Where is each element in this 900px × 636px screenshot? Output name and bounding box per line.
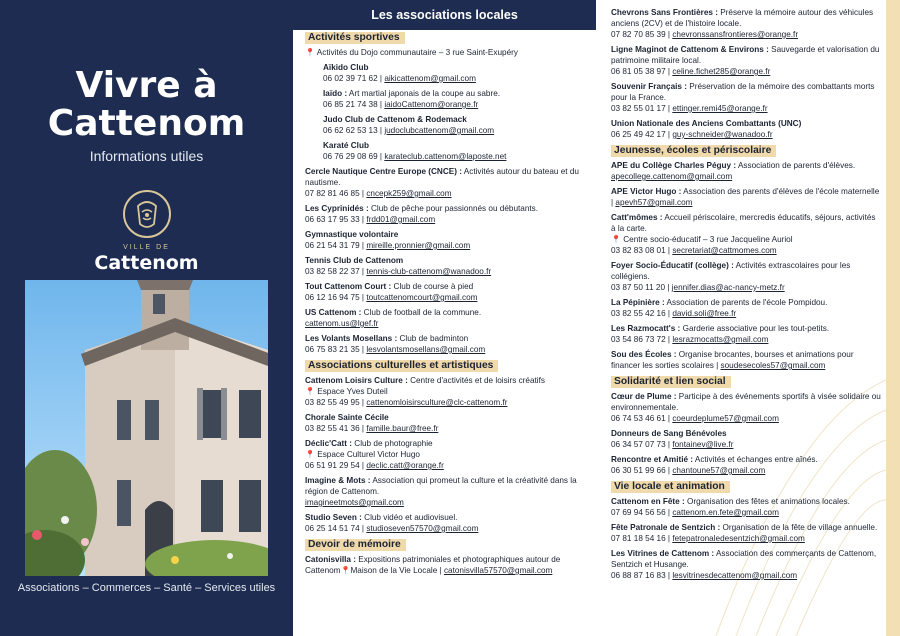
section-title-solidarite: Solidarité et lien social — [611, 376, 731, 388]
cover-footer: Associations – Commerces – Santé – Services utiles — [17, 582, 276, 594]
email-link[interactable]: mireille.pronnier@gmail.com — [366, 241, 471, 250]
section-title-sport: Activités sportives — [305, 32, 405, 44]
assoc-souvenir: Souvenir Français : Préservation de la mémoire des combattants morts pour la France. 03 82 55 01 17 | ettinger.remi45@orange.fr — [611, 82, 875, 113]
email-link[interactable]: tennis-club-cattenom@wanadoo.fr — [366, 267, 492, 276]
email-link[interactable]: fetepatronaledesentzich@gmail.com — [672, 534, 805, 543]
town-hall-photo — [25, 280, 268, 576]
section-title-memoire: Devoir de mémoire — [305, 539, 406, 551]
dojo-location: 📍 Activités du Dojo communautaire – 3 rue Saint-Exupéry — [305, 48, 518, 57]
assoc-plume: Cœur de Plume : Participe à des événements sportifs à visée solidaire ou environnementale. 06 74 53 46 61 | coeurdeplume57@gmail.com — [611, 392, 881, 423]
assoc-cyprinides: Les Cyprinidés : Club de pêche pour passionnés ou débutants. 06 63 17 95 33 | frdd01@gmail.com — [305, 204, 539, 224]
email-link[interactable]: toutcattenomcourt@gmail.com — [366, 293, 478, 302]
email-link[interactable]: chantoune57@gmail.com — [672, 466, 766, 475]
email-link[interactable]: coeurdeplume57@gmail.com — [672, 414, 779, 423]
decorative-strip — [886, 0, 900, 636]
map-pin-icon: 📍 — [305, 48, 315, 57]
assoc-catonisvilla: Catonisvilla : Expositions patrimoniales et photographiques autour de Cattenom📍Maison de la Vie Locale | catonisvilla57570@gmail.com — [305, 555, 561, 575]
email-link[interactable]: cattenomloisirsculture@clc-cattenom.fr — [366, 398, 508, 407]
assoc-foyer: Foyer Socio-Éducatif (collège) : Activités extrascolaires pour les collégiens. 03 87 50 11 20 | jennifer.dias@ac-nancy-metz.fr — [611, 261, 851, 292]
email-link[interactable]: imagineetmots@gmail.com — [305, 498, 404, 507]
email-link[interactable]: lesvitrinesdecattenom@gmail.com — [672, 571, 798, 580]
email-link[interactable]: frdd01@gmail.com — [366, 215, 436, 224]
assoc-tcc: Tout Cattenom Court : Club de course à pied 06 12 16 94 75 | toutcattenomcourt@gmail.com — [305, 282, 478, 302]
email-link[interactable]: lesrazmocatts@gmail.com — [672, 335, 769, 344]
column-header: Les associations locales — [293, 0, 596, 30]
email-link[interactable]: cattenom.us@lgef.fr — [305, 319, 379, 328]
email-link[interactable]: guy-schneider@wanadoo.fr — [672, 130, 773, 139]
assoc-unc: Union Nationale des Anciens Combattants (UNC) 06 25 49 42 17 | guy-schneider@wanadoo.fr — [611, 119, 802, 139]
assoc-chorale: Chorale Sainte Cécile 03 82 55 41 36 | famille.baur@free.fr — [305, 413, 439, 433]
section-title-jeunesse: Jeunesse, écoles et périscolaire — [611, 145, 776, 157]
email-link[interactable]: cncepk259@gmail.com — [366, 189, 452, 198]
title-line-1: Vivre à — [75, 65, 218, 106]
email-link[interactable]: soudesecoles57@gmail.com — [720, 361, 826, 370]
cover-panel — [0, 0, 293, 636]
email-link[interactable]: ettinger.remi45@orange.fr — [672, 104, 768, 113]
section-title-culture: Associations culturelles et artistiques — [305, 360, 498, 372]
email-link[interactable]: aikicattenom@gmail.com — [384, 74, 476, 83]
email-link[interactable]: iaidoCattenom@orange.fr — [384, 100, 479, 109]
email-link[interactable]: studioseven57570@gmail.com — [366, 524, 479, 533]
assoc-gym: Gymnastique volontaire 06 21 54 31 79 | mireille.pronnier@gmail.com — [305, 230, 471, 250]
email-link[interactable]: famille.baur@free.fr — [366, 424, 439, 433]
assoc-vitrines: Les Vitrines de Cattenom : Association des commerçants de Cattenom, Sentzich et Husange. 06 88 87 16 83 | lesvitrinesdecattenom@gmail.com — [611, 549, 877, 580]
assoc-volants: Les Volants Mosellans : Club de badminton 06 75 83 21 35 | lesvolantsmosellans@gmail.com — [305, 334, 486, 354]
email-link[interactable]: declic.catt@orange.fr — [366, 461, 444, 470]
associations-column-2 — [596, 0, 886, 636]
title-line-2: Cattenom — [47, 103, 246, 144]
assoc-maginot: Ligne Maginot de Cattenom & Environs : Sauvegarde et valorisation du patrimoine militaire local. 06 81 05 38 97 | celine.fichet285@orange.fr — [611, 45, 880, 76]
associations-column-1 — [293, 0, 596, 636]
assoc-fete: Cattenom en Fête : Organisation des fêtes et animations locales. 07 69 94 56 56 | cattenom.en.fete@gmail.com — [611, 497, 850, 517]
assoc-declic: Déclic'Catt : Club de photographie 📍 Espace Culturel Victor Hugo 06 51 91 29 54 | declic.catt@orange.fr — [305, 439, 444, 470]
email-link[interactable]: judoclubcattenom@gmail.com — [384, 126, 495, 135]
email-link[interactable]: celine.fichet285@orange.fr — [672, 67, 771, 76]
email-link[interactable]: catonisvilla57570@gmail.com — [443, 566, 553, 575]
assoc-karate: Karaté Club 06 76 29 08 69 | karateclub.cattenom@laposte.net — [323, 141, 507, 161]
assoc-razmocatts: Les Razmocatt's : Garderie associative pour les tout-petits. 03 54 86 73 72 | lesrazmocatts@gmail.com — [611, 324, 830, 344]
assoc-cattmomes: Catt'mômes : Accueil périscolaire, mercredis éducatifs, séjours, activités à la carte. 📍 Centre socio-éducatif – 3 rue Jacqueline Auriol 03 82 83 08 01 | secretariat@cattmomes.com — [611, 213, 876, 255]
map-pin-icon: 📍 — [305, 387, 315, 396]
assoc-aikido: Aïkido Club 06 02 39 71 62 | aikicattenom@gmail.com — [323, 63, 476, 83]
assoc-imagine: Imagine & Mots : Association qui promeut la culture et la créativité dans la région de Cattenom. imagineetmots@gmail.com — [305, 476, 577, 507]
email-link[interactable]: apecollege.cattenom@gmail.com — [611, 172, 733, 181]
assoc-ape-hugo: APE Victor Hugo : Association des parents d'élèves de l'école maternelle | apevh57@gmail.com — [611, 187, 880, 207]
email-link[interactable]: karateclub.cattenom@laposte.net — [384, 152, 507, 161]
email-link[interactable]: cattenom.en.fete@gmail.com — [672, 508, 779, 517]
town-logo — [0, 188, 293, 274]
assoc-seven: Studio Seven : Club vidéo et audiovisuel. 06 25 14 51 74 | studioseven57570@gmail.com — [305, 513, 479, 533]
email-link[interactable]: jennifer.dias@ac-nancy-metz.fr — [671, 283, 785, 292]
assoc-us: US Cattenom : Club de football de la commune. cattenom.us@lgef.fr — [305, 308, 482, 328]
assoc-sou: Sou des Écoles : Organise brocantes, bourses et animations pour financer les sorties scolaires | soudesecoles57@gmail.com — [611, 350, 854, 370]
email-link[interactable]: apevh57@gmail.com — [615, 198, 693, 207]
assoc-tennis: Tennis Club de Cattenom 03 82 58 22 37 | tennis-club-cattenom@wanadoo.fr — [305, 256, 492, 276]
subtitle: Informations utiles — [89, 148, 204, 164]
logo-prefix: VILLE DE — [123, 244, 170, 251]
assoc-amitie: Rencontre et Amitié : Activités et échanges entre aînés. 06 30 51 99 66 | chantoune57@gmail.com — [611, 455, 818, 475]
email-link[interactable]: secretariat@cattmomes.com — [672, 246, 777, 255]
assoc-ape-peguy: APE du Collège Charles Péguy : Association de parents d'élèves. apecollege.cattenom@gmail.com — [611, 161, 856, 181]
assoc-judo: Judo Club de Cattenom & Rodemack 06 62 62 53 13 | judoclubcattenom@gmail.com — [323, 115, 495, 135]
assoc-sentzich: Fête Patronale de Sentzich : Organisation de la fête de village annuelle. 07 81 18 54 16 | fetepatronaledesentzich@gmail.com — [611, 523, 878, 543]
email-link[interactable]: fontainev@live.fr — [672, 440, 734, 449]
map-pin-icon: 📍 — [305, 450, 315, 459]
assoc-chevrons: Chevrons Sans Frontières : Préserve la mémoire autour des véhicules anciens (2CV) et de l'histoire locale. 07 82 70 85 39 | chevronssansfrontieres@orange.fr — [611, 8, 874, 39]
assoc-loisirs: Cattenom Loisirs Culture : Centre d'activités et de loisirs créatifs 📍 Espace Yves Duteil 03 82 55 49 95 | cattenomloisirsculture@clc-cattenom.fr — [305, 376, 545, 407]
assoc-cnce: Cercle Nautique Centre Europe (CNCE) : Activités autour du bateau et du nautisme. 07 82 81 46 85 | cncepk259@gmail.com — [305, 167, 579, 198]
email-link[interactable]: chevronssansfrontieres@orange.fr — [672, 30, 799, 39]
logo-name: Cattenom — [94, 252, 199, 274]
assoc-sang: Donneurs de Sang Bénévoles 06 34 57 07 73 | fontainev@live.fr — [611, 429, 734, 449]
assoc-pepiniere: La Pépinière : Association de parents de l'école Pompidou. 03 82 55 42 16 | david.soli@free.fr — [611, 298, 828, 318]
email-link[interactable]: david.soli@free.fr — [672, 309, 737, 318]
map-pin-icon: 📍 — [340, 566, 351, 575]
assoc-iaido: Iaïdo : Art martial japonais de la coupe au sabre. 06 85 21 74 38 | iaidoCattenom@orange.fr — [323, 89, 501, 109]
section-title-vie-locale: Vie locale et animation — [611, 481, 730, 493]
email-link[interactable]: lesvolantsmosellans@gmail.com — [366, 345, 486, 354]
crest-icon — [121, 188, 173, 240]
map-pin-icon: 📍 — [611, 235, 621, 244]
